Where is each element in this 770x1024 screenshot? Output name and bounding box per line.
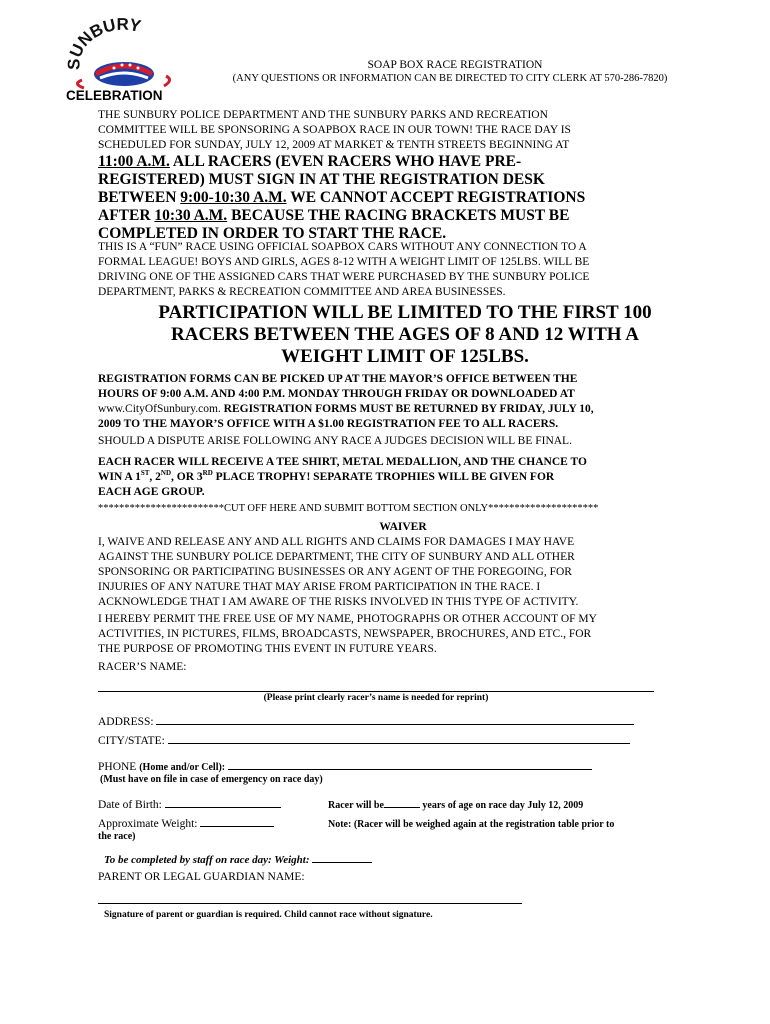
phone-field[interactable] (228, 769, 592, 770)
city-state-label: CITY/STATE: (98, 735, 168, 747)
forms-line-3: REGISTRATION FORMS MUST BE RETURNED BY FRIDAY, JULY 10, (220, 403, 594, 415)
prizes-rest: PLACE TROPHY! SEPARATE TROPHIES WILL BE GIVEN FOR (212, 471, 555, 483)
permit-line-2: ACTIVITIES, IN PICTURES, FILMS, BROADCASTS, NEWSPAPER, BROCHURES, AND ETC., FOR (98, 628, 592, 640)
phone-row (98, 760, 658, 775)
staff-weight-field[interactable] (312, 862, 372, 863)
fun-line-2: FORMAL LEAGUE! BOYS AND GIRLS, AGES 8-12 WITH A WEIGHT LIMIT OF 125LBS. WILL BE (98, 256, 590, 268)
city-state-row (98, 734, 658, 749)
address-row (98, 715, 658, 730)
form-title: SOAP BOX RACE REGISTRATION (367, 59, 543, 71)
fun-line-3: DRIVING ONE OF THE ASSIGNED CARS THAT WERE PURCHASED BY THE SUNBURY POLICE (98, 271, 590, 283)
prizes-second: , 2 (149, 471, 161, 483)
weight-row (98, 817, 274, 832)
cut-off-line: ************************CUT OFF HERE AND SUBMIT BOTTOM SECTION ONLY********************* (98, 503, 599, 514)
prizes-rd: RD (202, 469, 213, 478)
weight-note-cont: the race) (98, 831, 136, 842)
intro-line-7-post: BECAUSE THE RACING BRACKETS MUST BE (227, 207, 570, 224)
racer-name-label: RACER’S NAME: (98, 661, 187, 673)
age-post: years of age on race day July 12, 2009 (419, 800, 584, 811)
fun-line-4: DEPARTMENT, PARKS & RECREATION COMMITTEE AND AREA BUSINESSES. (98, 286, 506, 298)
intro-line-1: THE SUNBURY POLICE DEPARTMENT AND THE SUNBURY PARKS AND RECREATION (98, 109, 548, 121)
forms-line-2: HOURS OF 9:00 A.M. AND 4:00 P.M. MONDAY THROUGH FRIDAY OR DOWNLOADED AT (98, 388, 575, 400)
intro-line-2: COMMITTEE WILL BE SPONSORING A SOAPBOX RACE IN OUR TOWN! THE RACE DAY IS (98, 124, 571, 136)
dob-row (98, 798, 281, 813)
permit-paragraph (98, 612, 748, 657)
start-time: 11:00 A.M. (98, 153, 170, 170)
sign-in-window: 9:00-10:30 A.M. (180, 189, 287, 206)
waiver-line-3: SPONSORING OR PARTICIPATING BUSINESSES OR ANY AGENT OF THE FOREGOING, FOR (98, 566, 572, 578)
waiver-line-2: AGAINST THE SUNBURY POLICE DEPARTMENT, THE CITY OF SUNBURY AND ALL OTHER (98, 551, 575, 563)
registration-forms-paragraph (98, 372, 748, 432)
waiver-line-1: I, WAIVE AND RELEASE ANY AND ALL RIGHTS AND CLAIMS FOR DAMAGES I MAY HAVE (98, 536, 575, 548)
sunbury-celebration-logo (62, 18, 180, 106)
form-subtitle: (ANY QUESTIONS OR INFORMATION CAN BE DIRECTED TO CITY CLERK AT 570-286-7820) (232, 73, 668, 84)
address-label: ADDRESS: (98, 716, 157, 728)
weight-label: Approximate Weight: (98, 818, 201, 830)
participation-notice (80, 302, 730, 368)
website-link[interactable]: www.CityOfSunbury.com. (98, 403, 221, 415)
phone-note: (Must have on file in case of emergency on race day) (100, 774, 323, 785)
sign-in-notice (98, 153, 738, 243)
intro-line-6-pre: BETWEEN (98, 189, 181, 206)
intro-line-8: COMPLETED IN ORDER TO START THE RACE. (98, 225, 447, 242)
waiver-paragraph (98, 535, 748, 610)
age-field[interactable] (384, 807, 420, 808)
intro-line-5: REGISTERED) MUST SIGN IN AT THE REGISTRATION DESK (98, 171, 545, 188)
permit-line-3: THE PURPOSE OF PROMOTING THIS EVENT IN FUTURE YEARS. (98, 643, 437, 655)
staff-weight-label: To be completed by staff on race day: Weight: (104, 854, 313, 866)
prizes-win: WIN A 1 (98, 471, 141, 483)
intro-paragraph (98, 108, 738, 153)
phone-label: PHONE (98, 761, 140, 773)
age-statement (328, 800, 583, 812)
participation-line-1: PARTICIPATION WILL BE LIMITED TO THE FIRST 100 (158, 302, 652, 323)
logo-top-text: SUNBURY (64, 18, 143, 71)
guardian-signature-field[interactable] (98, 902, 522, 904)
fun-line-1: THIS IS A “FUN” RACE USING OFFICIAL SOAPBOX CARS WITHOUT ANY CONNECTION TO A (98, 241, 587, 253)
participation-line-3: WEIGHT LIMIT OF 125LBS. (281, 346, 529, 367)
prizes-line-1: EACH RACER WILL RECEIVE A TEE SHIRT, METAL MEDALLION, AND THE CHANCE TO (98, 456, 587, 468)
weight-field[interactable] (200, 826, 274, 827)
intro-line-4-rest: ALL RACERS (EVEN RACERS WHO HAVE PRE- (169, 153, 522, 170)
waiver-line-4: INJURIES OF ANY NATURE THAT MAY ARISE FROM PARTICIPATION IN THE RACE. I (98, 581, 541, 593)
fun-race-paragraph (98, 240, 748, 300)
permit-line-1: I HEREBY PERMIT THE FREE USE OF MY NAME, PHOTOGRAPHS OR OTHER ACCOUNT OF MY (98, 613, 597, 625)
intro-line-6-post: WE CANNOT ACCEPT REGISTRATIONS (286, 189, 586, 206)
racer-name-note: (Please print clearly racer’s name is needed for reprint) (263, 693, 489, 703)
logo-bottom-text: CELEBRATION (66, 88, 163, 103)
prizes-nd: ND (160, 469, 172, 478)
forms-line-1: REGISTRATION FORMS CAN BE PICKED UP AT THE MAYOR’S OFFICE BETWEEN THE (98, 373, 578, 385)
dob-label: Date of Birth: (98, 799, 165, 811)
prizes-line-3: EACH AGE GROUP. (98, 486, 205, 498)
dispute-statement: SHOULD A DISPUTE ARISE FOLLOWING ANY RACE A JUDGES DECISION WILL BE FINAL. (98, 435, 572, 447)
signature-note: Signature of parent or guardian is required. Child cannot race without signature. (104, 910, 433, 920)
prizes-paragraph (98, 455, 748, 500)
staff-weight-row (104, 853, 372, 867)
cutoff-time: 10:30 A.M. (154, 207, 228, 224)
dob-field[interactable] (165, 807, 281, 808)
prizes-third: , OR 3 (171, 471, 203, 483)
city-state-field[interactable] (168, 743, 630, 744)
guardian-label: PARENT OR LEGAL GUARDIAN NAME: (98, 871, 305, 883)
age-pre: Racer will be (328, 800, 384, 811)
prizes-st: ST (140, 469, 150, 478)
forms-line-4: 2009 TO THE MAYOR’S OFFICE WITH A $1.00 REGISTRATION FEE TO ALL RACERS. (98, 418, 559, 430)
intro-line-3: SCHEDULED FOR SUNDAY, JULY 12, 2009 AT MARKET & TENTH STREETS BEGINNING AT (98, 139, 570, 151)
phone-sublabel: (Home and/or Cell): (139, 762, 228, 773)
weight-note: Note: (Racer will be weighed again at the registration table prior to (328, 819, 615, 830)
address-field[interactable] (156, 724, 634, 725)
svg-text:SUNBURY (64, 18, 143, 70)
waiver-title: WAIVER (379, 521, 427, 533)
waiver-line-5: ACKNOWLEDGE THAT I AM AWARE OF THE RISKS INVOLVED IN THIS TYPE OF ACTIVITY. (98, 596, 579, 608)
intro-line-7-pre: AFTER (98, 207, 155, 224)
participation-line-2: RACERS BETWEEN THE AGES OF 8 AND 12 WITH A (171, 324, 639, 345)
